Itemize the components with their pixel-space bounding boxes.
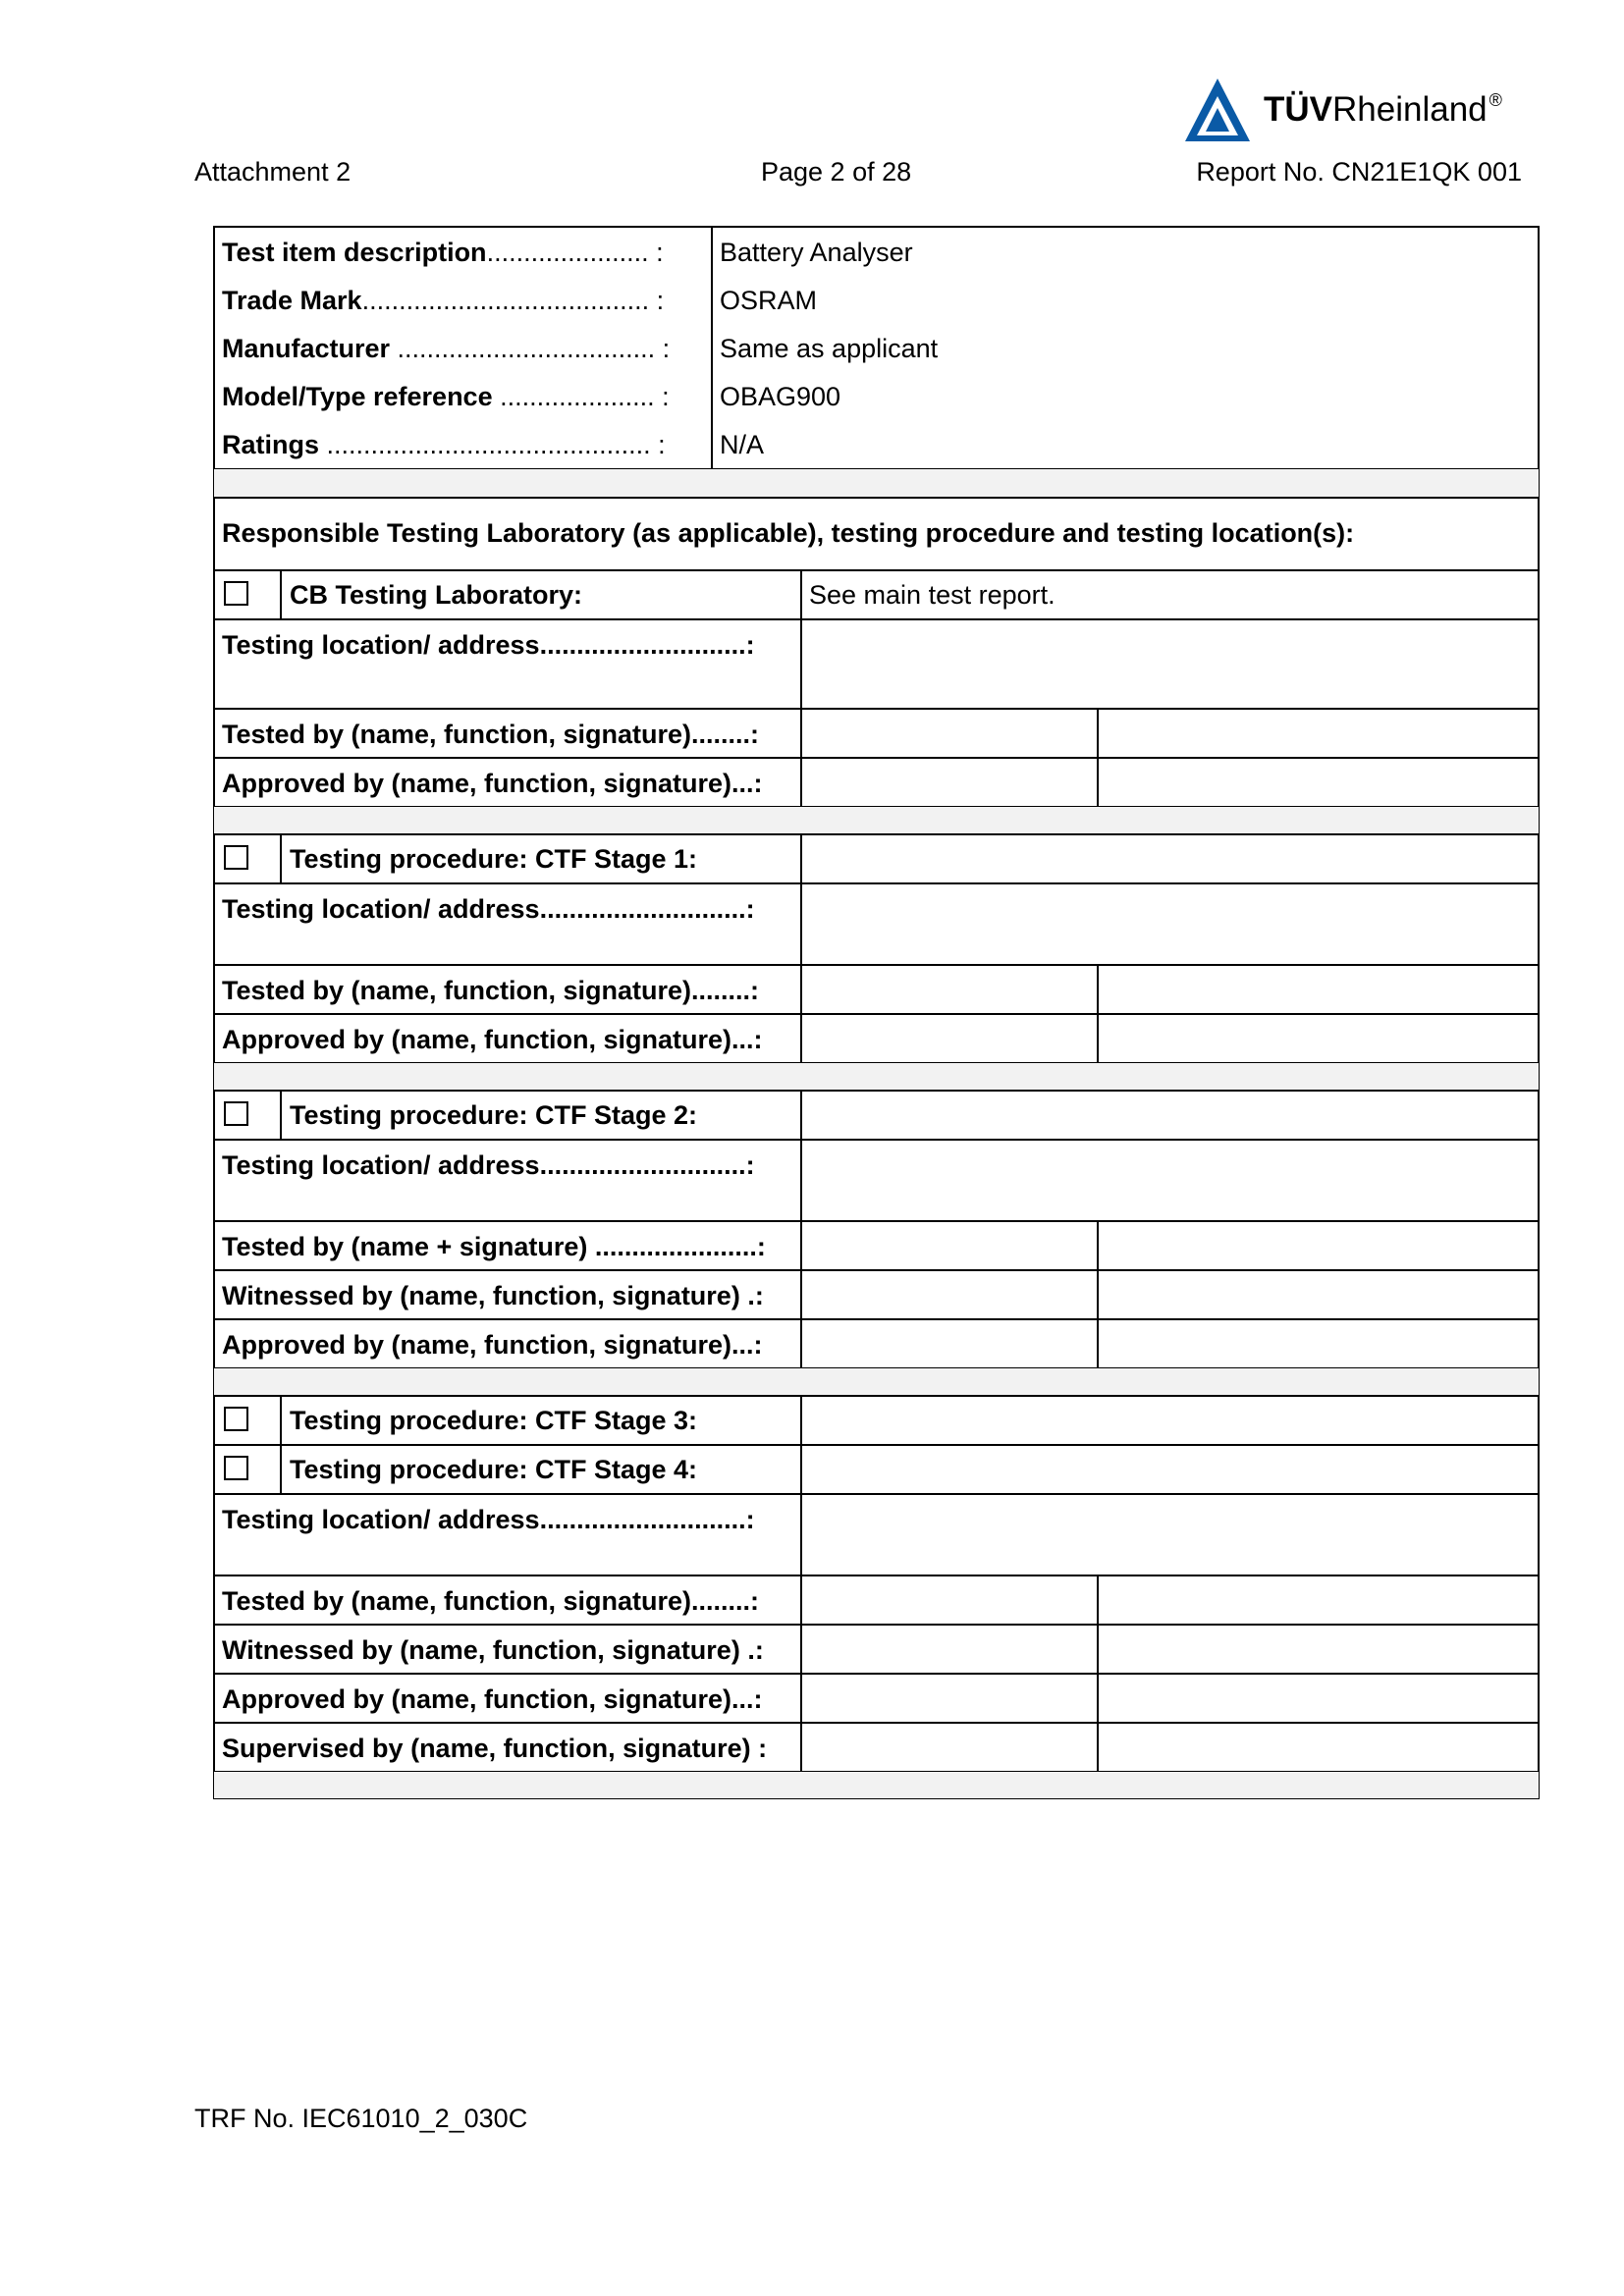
attachment-label: Attachment 2 — [194, 157, 352, 187]
stage2-tested-name-cell[interactable] — [800, 1220, 1099, 1271]
stage2-tested-sign-cell[interactable] — [1097, 1220, 1540, 1271]
stage34-witnessed-label: Witnessed by (name, function, signature) .: — [222, 1635, 764, 1665]
stage2-approved-label: Approved by (name, function, signature)...: — [222, 1330, 763, 1360]
stage34-witnessed-sign-cell[interactable] — [1097, 1624, 1540, 1675]
stage4-checkbox[interactable] — [224, 1456, 248, 1480]
item-row-label: Trade Mark....................................... : — [222, 286, 665, 315]
spacer-row — [213, 468, 1540, 499]
cb-checkbox[interactable] — [224, 581, 248, 606]
stage2-witnessed-label: Witnessed by (name, function, signature) .: — [222, 1281, 764, 1310]
stage2-location-value-cell[interactable] — [800, 1139, 1540, 1222]
item-row-value: Same as applicant — [720, 334, 939, 363]
stage2-tested-label: Tested by (name + signature) ......................: — [222, 1232, 766, 1261]
stage2-checkbox[interactable] — [224, 1101, 248, 1126]
lab-heading: Responsible Testing Laboratory (as applicable), testing procedure and testing location(s): — [222, 518, 1355, 548]
stage34-location-label: Testing location/ address............................: — [222, 1505, 755, 1534]
stage1-tested-sign-cell[interactable] — [1097, 964, 1540, 1015]
stage34-tested-name-cell[interactable] — [800, 1575, 1099, 1626]
stage3-value-cell[interactable] — [800, 1395, 1540, 1446]
cb-location-value-cell[interactable] — [800, 618, 1540, 710]
cb-tested-label: Tested by (name, function, signature)........: — [222, 720, 760, 749]
tuv-triangle-logo-icon — [1183, 77, 1252, 143]
stage1-title: Testing procedure: CTF Stage 1: — [290, 844, 698, 874]
page-number: Page 2 of 28 — [761, 157, 912, 187]
stage3-checkbox[interactable] — [224, 1407, 248, 1431]
stage34-supervised-name-cell[interactable] — [800, 1722, 1099, 1773]
cb-approved-label: Approved by (name, function, signature)...: — [222, 769, 763, 798]
stage4-value-cell[interactable] — [800, 1444, 1540, 1495]
stage34-approved-sign-cell[interactable] — [1097, 1673, 1540, 1724]
stage1-checkbox[interactable] — [224, 845, 248, 870]
trf-number: TRF No. IEC61010_2_030C — [194, 2104, 528, 2133]
logo-text: TÜVRheinland ® — [1264, 90, 1502, 129]
stage34-tested-sign-cell[interactable] — [1097, 1575, 1540, 1626]
item-row-value: OBAG900 — [720, 382, 841, 411]
stage2-witnessed-sign-cell[interactable] — [1097, 1269, 1540, 1320]
stage3-title: Testing procedure: CTF Stage 3: — [290, 1406, 698, 1435]
stage1-tested-label: Tested by (name, function, signature)........: — [222, 976, 760, 1005]
stage2-location-label: Testing location/ address............................: — [222, 1150, 755, 1180]
report-number: Report No. CN21E1QK 001 — [1196, 157, 1522, 187]
tuv-logo — [1183, 77, 1522, 145]
item-row-value: N/A — [720, 430, 765, 459]
stage34-supervised-label: Supervised by (name, function, signature) : — [222, 1734, 768, 1763]
cb-approved-sign-cell[interactable] — [1097, 757, 1540, 808]
stage2-witnessed-name-cell[interactable] — [800, 1269, 1099, 1320]
stage2-approved-sign-cell[interactable] — [1097, 1318, 1540, 1369]
cb-tested-sign-cell[interactable] — [1097, 708, 1540, 759]
cb-location-label: Testing location/ address............................: — [222, 630, 755, 660]
stage1-approved-name-cell[interactable] — [800, 1013, 1099, 1064]
spacer-row — [213, 1367, 1540, 1397]
spacer-row — [213, 806, 1540, 835]
cb-value: See main test report. — [809, 580, 1056, 610]
stage1-value-cell[interactable] — [800, 833, 1540, 884]
item-row-value: OSRAM — [720, 286, 818, 315]
stage34-tested-label: Tested by (name, function, signature)........: — [222, 1586, 760, 1616]
cb-approved-name-cell[interactable] — [800, 757, 1099, 808]
stage34-location-value-cell[interactable] — [800, 1493, 1540, 1576]
item-row-label: Ratings ............................................ : — [222, 430, 666, 459]
item-row-value: Battery Analyser — [720, 238, 913, 267]
cb-tested-name-cell[interactable] — [800, 708, 1099, 759]
cb-label: CB Testing Laboratory: — [290, 580, 583, 610]
item-row-label: Manufacturer ................................... : — [222, 334, 671, 363]
stage1-approved-sign-cell[interactable] — [1097, 1013, 1540, 1064]
stage2-value-cell[interactable] — [800, 1090, 1540, 1141]
stage34-approved-label: Approved by (name, function, signature)...: — [222, 1684, 763, 1714]
stage4-title: Testing procedure: CTF Stage 4: — [290, 1455, 698, 1484]
stage34-approved-name-cell[interactable] — [800, 1673, 1099, 1724]
stage34-witnessed-name-cell[interactable] — [800, 1624, 1099, 1675]
stage1-tested-name-cell[interactable] — [800, 964, 1099, 1015]
spacer-row — [213, 1771, 1540, 1799]
stage1-approved-label: Approved by (name, function, signature)...: — [222, 1025, 763, 1054]
stage2-title: Testing procedure: CTF Stage 2: — [290, 1100, 698, 1130]
stage34-supervised-sign-cell[interactable] — [1097, 1722, 1540, 1773]
stage1-location-value-cell[interactable] — [800, 882, 1540, 966]
spacer-row — [213, 1062, 1540, 1092]
stage1-location-label: Testing location/ address............................: — [222, 894, 755, 924]
item-row-label: Test item description...................... : — [222, 238, 664, 267]
item-row-label: Model/Type reference ..................... : — [222, 382, 670, 411]
stage2-approved-name-cell[interactable] — [800, 1318, 1099, 1369]
